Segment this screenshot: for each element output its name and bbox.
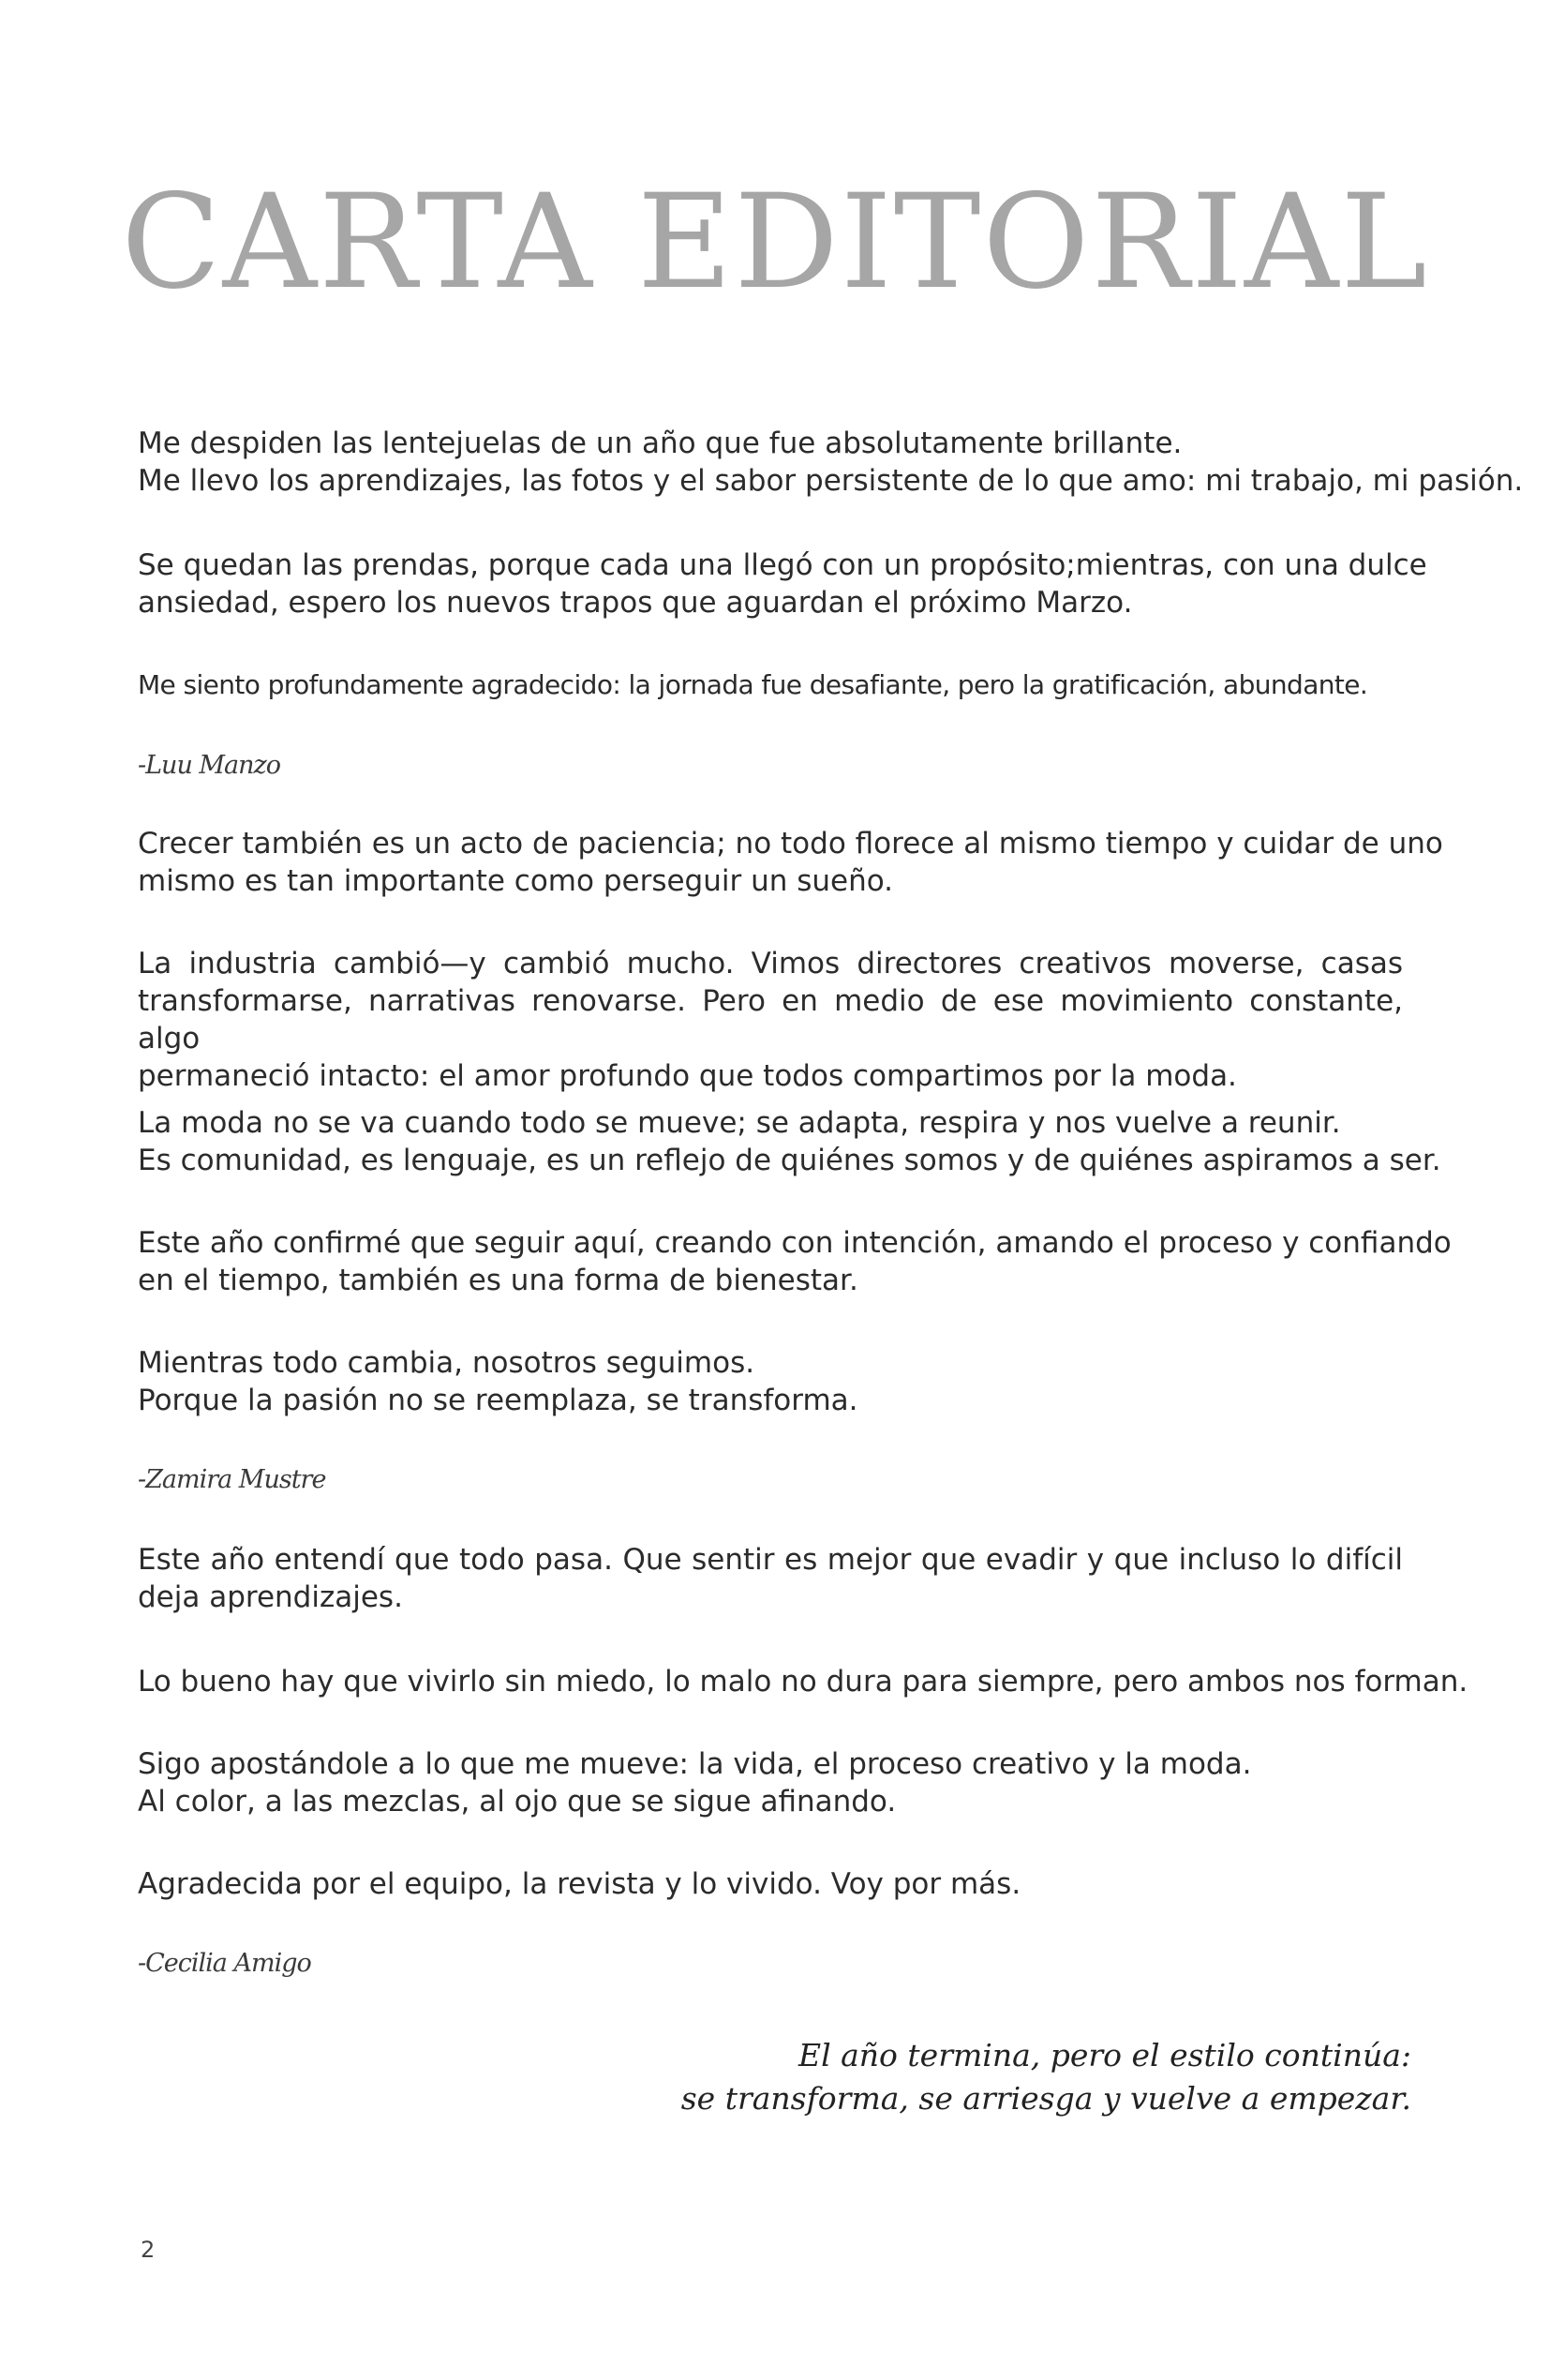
- text-line: Porque la pasión no se reemplaza, se transforma.: [138, 1384, 858, 1417]
- text-line: Sigo apostándole a lo que me mueve: la vida, el proceso creativo y la moda.: [138, 1747, 1252, 1781]
- text-line: transformarse, narrativas renovarse. Pero en medio de ese movimiento constante, algo: [138, 984, 1403, 1055]
- paragraph-s1-2: [138, 546, 1427, 621]
- paragraph-s2-1: [138, 825, 1443, 900]
- text-line: Mientras todo cambia, nosotros seguimos.: [138, 1346, 755, 1380]
- text-line: La industria cambió—y cambió mucho. Vimos directores creativos moverse, casas: [138, 947, 1403, 980]
- text-line: Es comunidad, es lenguaje, es un reflejo de quiénes somos y de quiénes aspiramos a ser.: [138, 1144, 1441, 1177]
- closing-line: El año termina, pero el estilo continúa:: [797, 2037, 1411, 2073]
- text-line: Crecer también es un acto de paciencia; no todo florece al mismo tiempo y cuidar de uno: [138, 827, 1443, 861]
- closing-quote: [568, 2034, 1411, 2120]
- text-line: deja aprendizajes.: [138, 1580, 403, 1614]
- closing-line: se transforma, se arriesga y vuelve a empezar.: [680, 2080, 1411, 2117]
- paragraph-s1-1: [138, 425, 1524, 500]
- text-line: ansiedad, espero los nuevos trapos que aguardan el próximo Marzo.: [138, 586, 1133, 620]
- text-line: Me llevo los aprendizajes, las fotos y el sabor persistente de lo que amo: mi trabajo, mi pasión.: [138, 464, 1524, 498]
- signature-luu-manzo: -Luu Manzo: [138, 751, 281, 780]
- signature-zamira-mustre: -Zamira Mustre: [138, 1465, 326, 1494]
- paragraph-s3-2: [138, 1663, 1468, 1700]
- text-line: Este año confirmé que seguir aquí, creando con intención, amando el proceso y confiando: [138, 1226, 1452, 1260]
- text-line: Este año entendí que todo pasa. Que sentir es mejor que evadir y que incluso lo difícil: [138, 1543, 1403, 1577]
- text-line: Al color, a las mezclas, al ojo que se sigue afinando.: [138, 1785, 897, 1819]
- paragraph-s3-1: [138, 1541, 1403, 1616]
- text-line: Agradecida por el equipo, la revista y lo vivido. Voy por más.: [138, 1867, 1021, 1901]
- paragraph-s2-3: [138, 1104, 1441, 1179]
- text-line: Se quedan las prendas, porque cada una llegó con un propósito;mientras, con una dulce: [138, 548, 1427, 582]
- paragraph-s1-3: [138, 666, 1403, 704]
- paragraph-s3-3: [138, 1745, 1403, 1820]
- text-line: en el tiempo, también es una forma de bienestar.: [138, 1264, 858, 1297]
- text-line: Me despiden las lentejuelas de un año que fue absolutamente brillante.: [138, 427, 1183, 460]
- paragraph-s2-4: [138, 1224, 1452, 1299]
- paragraph-s2-2: [138, 945, 1403, 1095]
- paragraph-s3-4: [138, 1865, 1403, 1903]
- text-line: mismo es tan importante como perseguir un sueño.: [138, 864, 894, 898]
- page-title: CARTA EDITORIAL: [121, 166, 1429, 318]
- paragraph-s2-5: [138, 1344, 1403, 1419]
- text-line: La moda no se va cuando todo se mueve; se adapta, respira y nos vuelve a reunir.: [138, 1106, 1341, 1140]
- text-line: Lo bueno hay que vivirlo sin miedo, lo malo no dura para siempre, pero ambos nos forman.: [138, 1665, 1468, 1699]
- page-number: 2: [141, 2237, 156, 2263]
- text-line: Me siento profundamente agradecido: la jornada fue desafiante, pero la gratificación, abundante.: [138, 669, 1368, 700]
- signature-cecilia-amigo: -Cecilia Amigo: [138, 1949, 311, 1978]
- text-line: permaneció intacto: el amor profundo que todos compartimos por la moda.: [138, 1059, 1237, 1093]
